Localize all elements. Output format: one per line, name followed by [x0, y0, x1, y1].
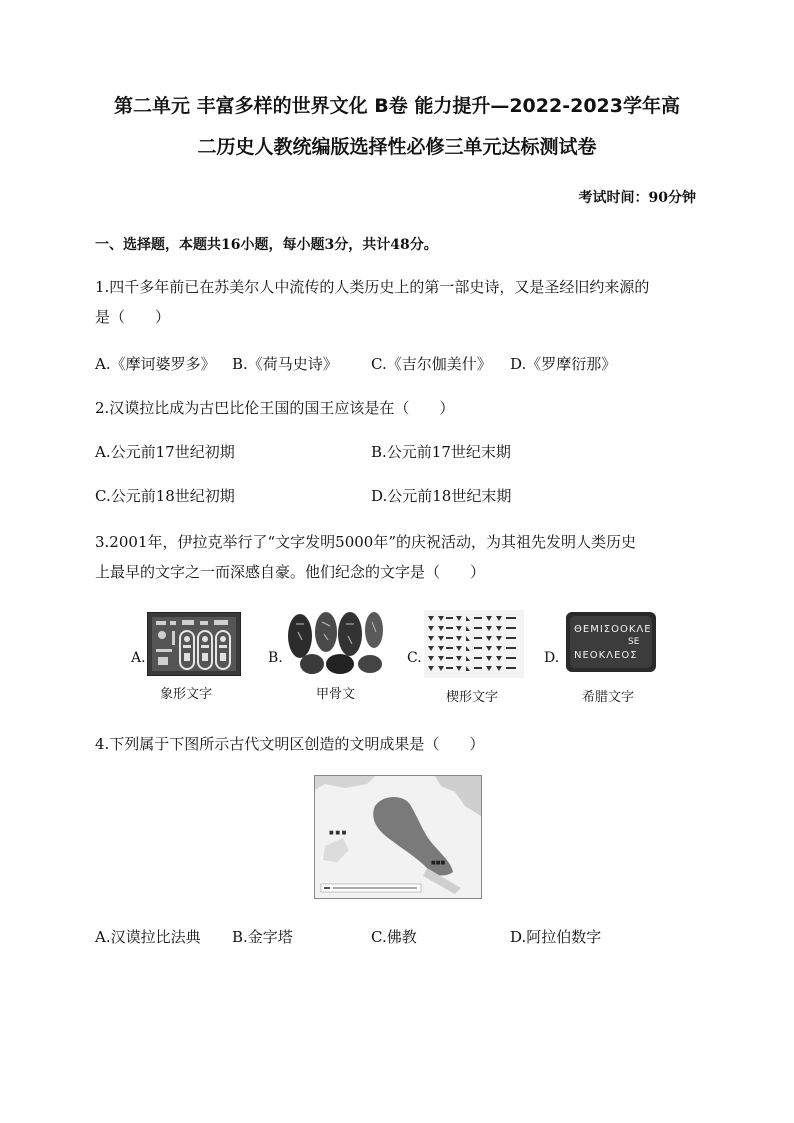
q1-option-a[interactable]: A.《摩诃婆罗多》: [95, 355, 216, 373]
q2-option-a[interactable]: A.公元前17世纪初期: [95, 443, 235, 461]
q1-stem-line2: 是（ ）: [95, 308, 171, 326]
q3-option-b-letter[interactable]: B.: [268, 650, 283, 666]
q3-caption-a: 象形文字: [160, 687, 213, 702]
q4-stem: 4.下列属于下图所示古代文明区创造的文明成果是（ ）: [95, 735, 485, 753]
svg-text:NEOKΛEOΣ: NEOKΛEOΣ: [574, 650, 638, 661]
q1-option-c[interactable]: C.《吉尔伽美什》: [371, 355, 492, 373]
q2-option-b[interactable]: B.公元前17世纪末期: [371, 443, 511, 461]
q4-option-a[interactable]: A.汉谟拉比法典: [95, 928, 201, 946]
q3-caption-c: 楔形文字: [446, 690, 499, 705]
q2-option-d[interactable]: D.公元前18世纪末期: [371, 487, 512, 505]
q4-option-b[interactable]: B.金字塔: [232, 928, 293, 946]
greek-inscription-image[interactable]: [566, 612, 656, 672]
svg-text:■■■: ■■■: [431, 860, 446, 866]
q2-option-c[interactable]: C.公元前18世纪初期: [95, 487, 235, 505]
hieroglyph-svg: [148, 613, 240, 675]
hieroglyph-image[interactable]: [147, 612, 241, 676]
svg-text:SE: SE: [628, 637, 640, 647]
greek-inscription-svg: [566, 612, 656, 672]
q3-option-a-letter[interactable]: A.: [131, 650, 146, 666]
q1-option-d[interactable]: D.《罗摩衍那》: [510, 355, 617, 373]
q3-caption-b: 甲骨文: [316, 687, 356, 702]
cuneiform-svg: [424, 610, 524, 678]
exam-time: 考试时间：90分钟: [578, 190, 696, 206]
oracle-bone-image[interactable]: [286, 610, 390, 674]
q1-stem-line1: 1.四千多年前已在苏美尔人中流传的人类历史上的第一部史诗，又是圣经旧约来源的: [95, 278, 650, 296]
q2-stem: 2.汉谟拉比成为古巴比伦王国的国王应该是在（ ）: [95, 399, 455, 417]
q3-option-c-letter[interactable]: C.: [407, 650, 422, 666]
q3-caption-d: 希腊文字: [582, 690, 635, 705]
q3-stem-line2: 上最早的文字之一而深感自豪。他们纪念的文字是（ ）: [95, 563, 486, 581]
q4-option-c[interactable]: C.佛教: [371, 928, 417, 946]
svg-text:ΘEMIΣOOKΛE: ΘEMIΣOOKΛE: [574, 624, 652, 635]
q3-option-d-letter[interactable]: D.: [544, 650, 560, 666]
svg-text:■ ■ ■: ■ ■ ■: [329, 830, 347, 836]
mesopotamia-map-image: [314, 775, 482, 899]
mesopotamia-map-svg: [315, 776, 481, 898]
q4-option-d[interactable]: D.阿拉伯数字: [510, 928, 602, 946]
oracle-bone-svg: [286, 610, 390, 674]
page-title-line2: 二历史人教统编版选择性必修三单元达标测试卷: [197, 136, 597, 158]
page-title-line1: 第二单元 丰富多样的世界文化 B卷 能力提升—2022-2023学年高: [114, 95, 680, 117]
section-heading: 一、选择题，本题共16小题，每小题3分，共计48分。: [95, 237, 438, 253]
cuneiform-image[interactable]: [424, 610, 524, 678]
q1-option-b[interactable]: B.《荷马史诗》: [232, 355, 338, 373]
q3-stem-line1: 3.2001年，伊拉克举行了“文字发明5000年”的庆祝活动，为其祖先发明人类历史: [95, 533, 636, 551]
